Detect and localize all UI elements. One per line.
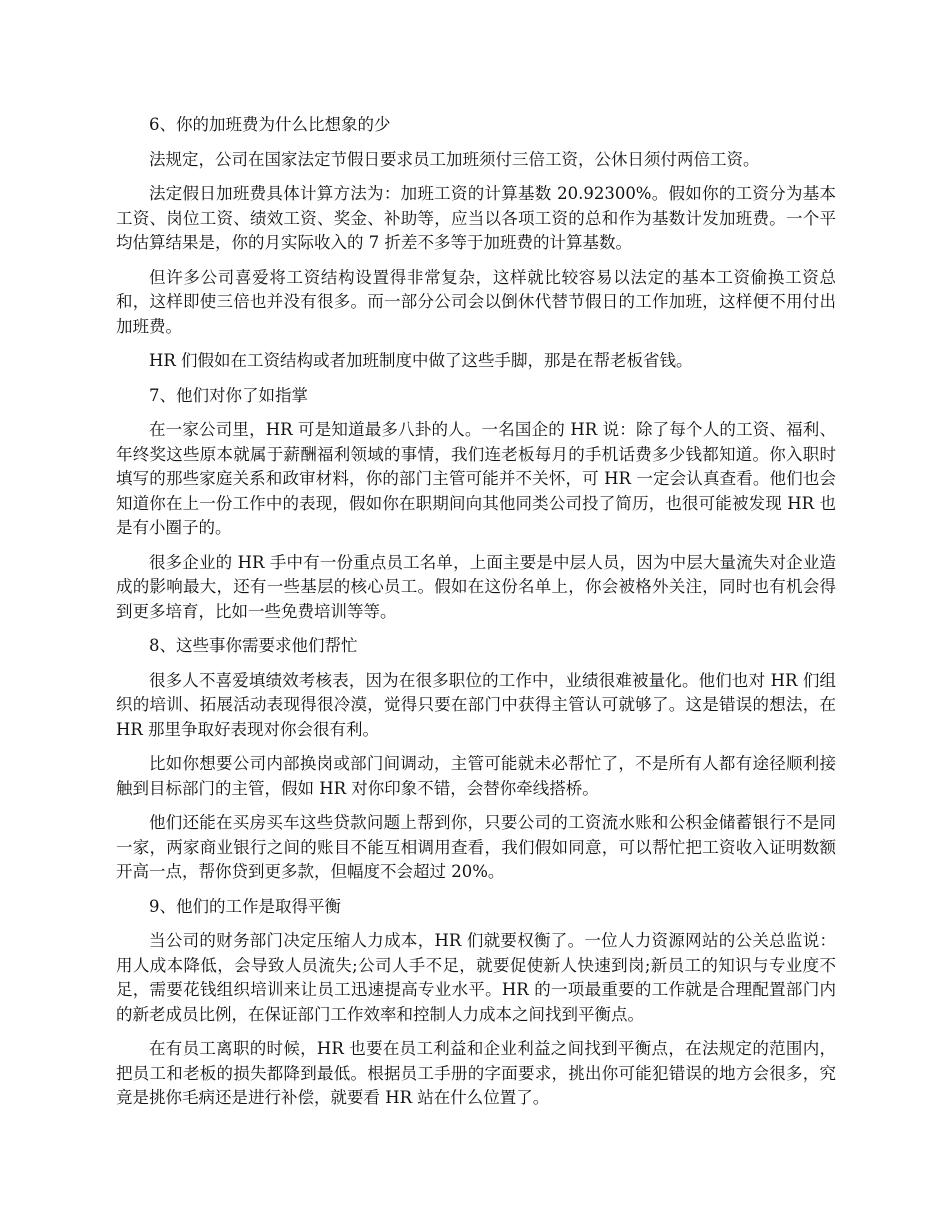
document-body <box>116 113 836 1121</box>
paragraph: 法规定，公司在国家法定节假日要求员工加班须付三倍工资，公休日须付两倍工资。 <box>149 149 760 169</box>
paragraph: 法定假日加班费具体计算方法为：加班工资的计算基数 20.92300%。假如你的工资分为基本工资、岗位工资、绩效工资、奖金、补助等，应当以各项工资的总和作为基数计发加班费。一个平均估算结果是，你的月实际收入的 7 折差不多等于加班费的计算基数。 <box>116 184 836 252</box>
paragraph: 当公司的财务部门决定压缩人力成本，HR 们就要权衡了。一位人力资源网站的公关总监说：用人成本降低，会导致人员流失;公司人手不足，就要促使新人快速到岗;新员工的知识与专业度不足，需要花钱组织培训来让员工迅速提高专业水平。HR 的一项最重要的工作就是合理配置部门内的新老成员比例，在保证部门工作效率和控制人力成本之间找到平衡点。 <box>116 931 836 1024</box>
paragraph: 很多企业的 HR 手中有一份重点员工名单，上面主要是中层人员，因为中层大量流失对企业造成的影响最大，还有一些基层的核心员工。假如在这份名单上，你会被格外关注，同时也有机会得到更多培育，比如一些免费培训等等。 <box>116 552 836 621</box>
section-heading-6: 6、你的加班费为什么比想象的少 <box>149 115 391 134</box>
paragraph: 比如你想要公司内部换岗或部门间调动，主管可能就未必帮忙了，不是所有人都有途径顺利接触到目标部门的主管，假如 HR 对你印象不错，会替你牵线搭桥。 <box>116 754 836 798</box>
section-heading-9: 9、他们的工作是取得平衡 <box>149 896 341 916</box>
paragraph: 但许多公司喜爱将工资结构设置得非常复杂，这样就比较容易以法定的基本工资偷换工资总和，这样即使三倍也并没有很多。而一部分公司会以倒休代替节假日的工作加班，这样便不用付出加班费。 <box>116 267 836 336</box>
paragraph: HR 们假如在工资结构或者加班制度中做了这些手脚，那是在帮老板省钱。 <box>149 351 693 370</box>
section-heading-7: 7、他们对你了如指掌 <box>149 385 308 405</box>
paragraph: 在有员工离职的时候，HR 也要在员工利益和企业利益之间找到平衡点，在法规定的范围内，把员工和老板的损失都降到最低。根据员工手册的字面要求，挑出你可能犯错误的地方会很多，究竟是挑你毛病还是进行补偿，就要看 HR 站在什么位置了。 <box>116 1039 836 1107</box>
paragraph: 他们还能在买房买车这些贷款问题上帮到你，只要公司的工资流水账和公积金储蓄银行不是同一家，两家商业银行之间的账目不能互相调用查看，我们假如同意，可以帮忙把工资收入证明数额开高一点，帮你贷到更多款，但幅度不会超过 20%。 <box>116 813 836 881</box>
section-heading-8: 8、这些事你需要求他们帮忙 <box>149 636 358 655</box>
paragraph: 很多人不喜爱填绩效考核表，因为在很多职位的工作中，业绩很难被量化。他们也对 HR 们组织的培训、拓展活动表现得很冷漠，觉得只要在部门中获得主管认可就够了。这是错误的想法，在 HR 那里争取好表现对你会很有利。 <box>116 670 836 739</box>
paragraph: 在一家公司里，HR 可是知道最多八卦的人。一名国企的 HR 说：除了每个人的工资、福利、年终奖这些原本就属于薪酬福利领域的事情，我们连老板每月的手机话费多少钱都知道。你入职时填写的那些家庭关系和政审材料，你的部门主管可能并不关怀，可 HR 一定会认真查看。他们也会知道你在上一份工作中的表现，假如你在职期间向其他同类公司投了简历，也很可能被发现 HR 也是有小圈子的。 <box>116 420 836 537</box>
